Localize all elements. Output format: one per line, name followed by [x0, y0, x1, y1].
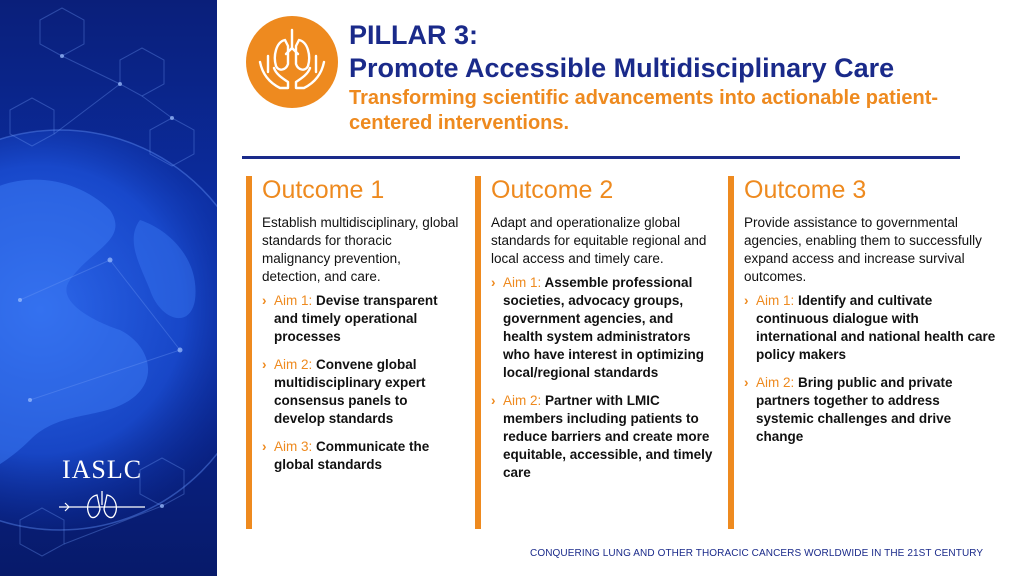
aim-text: Convene global multidisciplinary expert consensus panels to develop standards [274, 357, 426, 426]
outcome-3-aim-1 [744, 292, 998, 364]
chevron-right-icon: › [262, 293, 267, 308]
chevron-right-icon: › [491, 275, 496, 290]
aim-label: Aim 2: [756, 375, 795, 390]
outcome-1-aim-1 [262, 292, 461, 346]
aim-text: Assemble professional societies, advocacy groups, government agencies, and health system administrators who have interest in optimizing local/regional standards [503, 275, 705, 380]
outcome-2-column [475, 176, 715, 529]
outcome-2-title: Outcome 2 [491, 176, 614, 204]
aim-label: Aim 1: [756, 293, 795, 308]
outcome-2-aim-2 [491, 392, 715, 482]
aim-text: Devise transparent and timely operational processes [274, 293, 438, 344]
outcome-1-aim-3 [262, 438, 461, 474]
outcome-2-aim-1 [491, 274, 715, 382]
left-brand-panel [0, 0, 217, 576]
footer-tagline: CONQUERING LUNG AND OTHER THORACIC CANCERS WORLDWIDE IN THE 21ST CENTURY [530, 548, 984, 559]
outcome-3-column [728, 176, 998, 529]
outcome-3-aim-2 [744, 374, 998, 446]
lung-emblem-icon [57, 489, 147, 523]
aim-label: Aim 1: [274, 293, 313, 308]
pillar-subtitle: Transforming scientific advancements into actionable patient-centered interventions. [349, 87, 939, 134]
outcome-3-description: Provide assistance to governmental agencies, enabling them to successfully expand access and increase survival outcomes. [744, 215, 982, 284]
pillar-title-line-1: PILLAR 3: [349, 20, 479, 50]
aim-label: Aim 1: [503, 275, 542, 290]
aim-text: Bring public and private partners together to address systemic challenges and drive change [756, 375, 953, 444]
outcome-3-title: Outcome 3 [744, 176, 867, 204]
chevron-right-icon: › [744, 375, 749, 390]
outcome-1-column [246, 176, 461, 529]
outcome-1-aim-2 [262, 356, 461, 428]
aim-text: Identify and cultivate continuous dialogue with international and national health care policy makers [756, 293, 996, 362]
chevron-right-icon: › [491, 393, 496, 408]
outcome-2-description: Adapt and operationalize global standards for equitable regional and local access and timely care. [491, 215, 707, 266]
logo-text: IASLC [61, 455, 143, 484]
aim-text: Communicate the global standards [274, 439, 430, 472]
header-divider [242, 156, 960, 159]
header [349, 19, 989, 136]
chevron-right-icon: › [262, 357, 267, 372]
lungs-in-hands-icon [246, 16, 338, 108]
outcome-1-title: Outcome 1 [262, 176, 385, 204]
outcome-1-description: Establish multidisciplinary, global standards for thoracic malignancy prevention, detection, and care. [262, 215, 459, 284]
iaslc-logo [52, 455, 152, 523]
chevron-right-icon: › [262, 439, 267, 454]
aim-label: Aim 2: [503, 393, 542, 408]
aim-label: Aim 2: [274, 357, 313, 372]
chevron-right-icon: › [744, 293, 749, 308]
aim-text: Partner with LMIC members including patients to reduce barriers and create more equitable, accessible, and timely care [503, 393, 713, 480]
aim-label: Aim 3: [274, 439, 313, 454]
pillar-title-line-2: Promote Accessible Multidisciplinary Care [349, 53, 895, 83]
